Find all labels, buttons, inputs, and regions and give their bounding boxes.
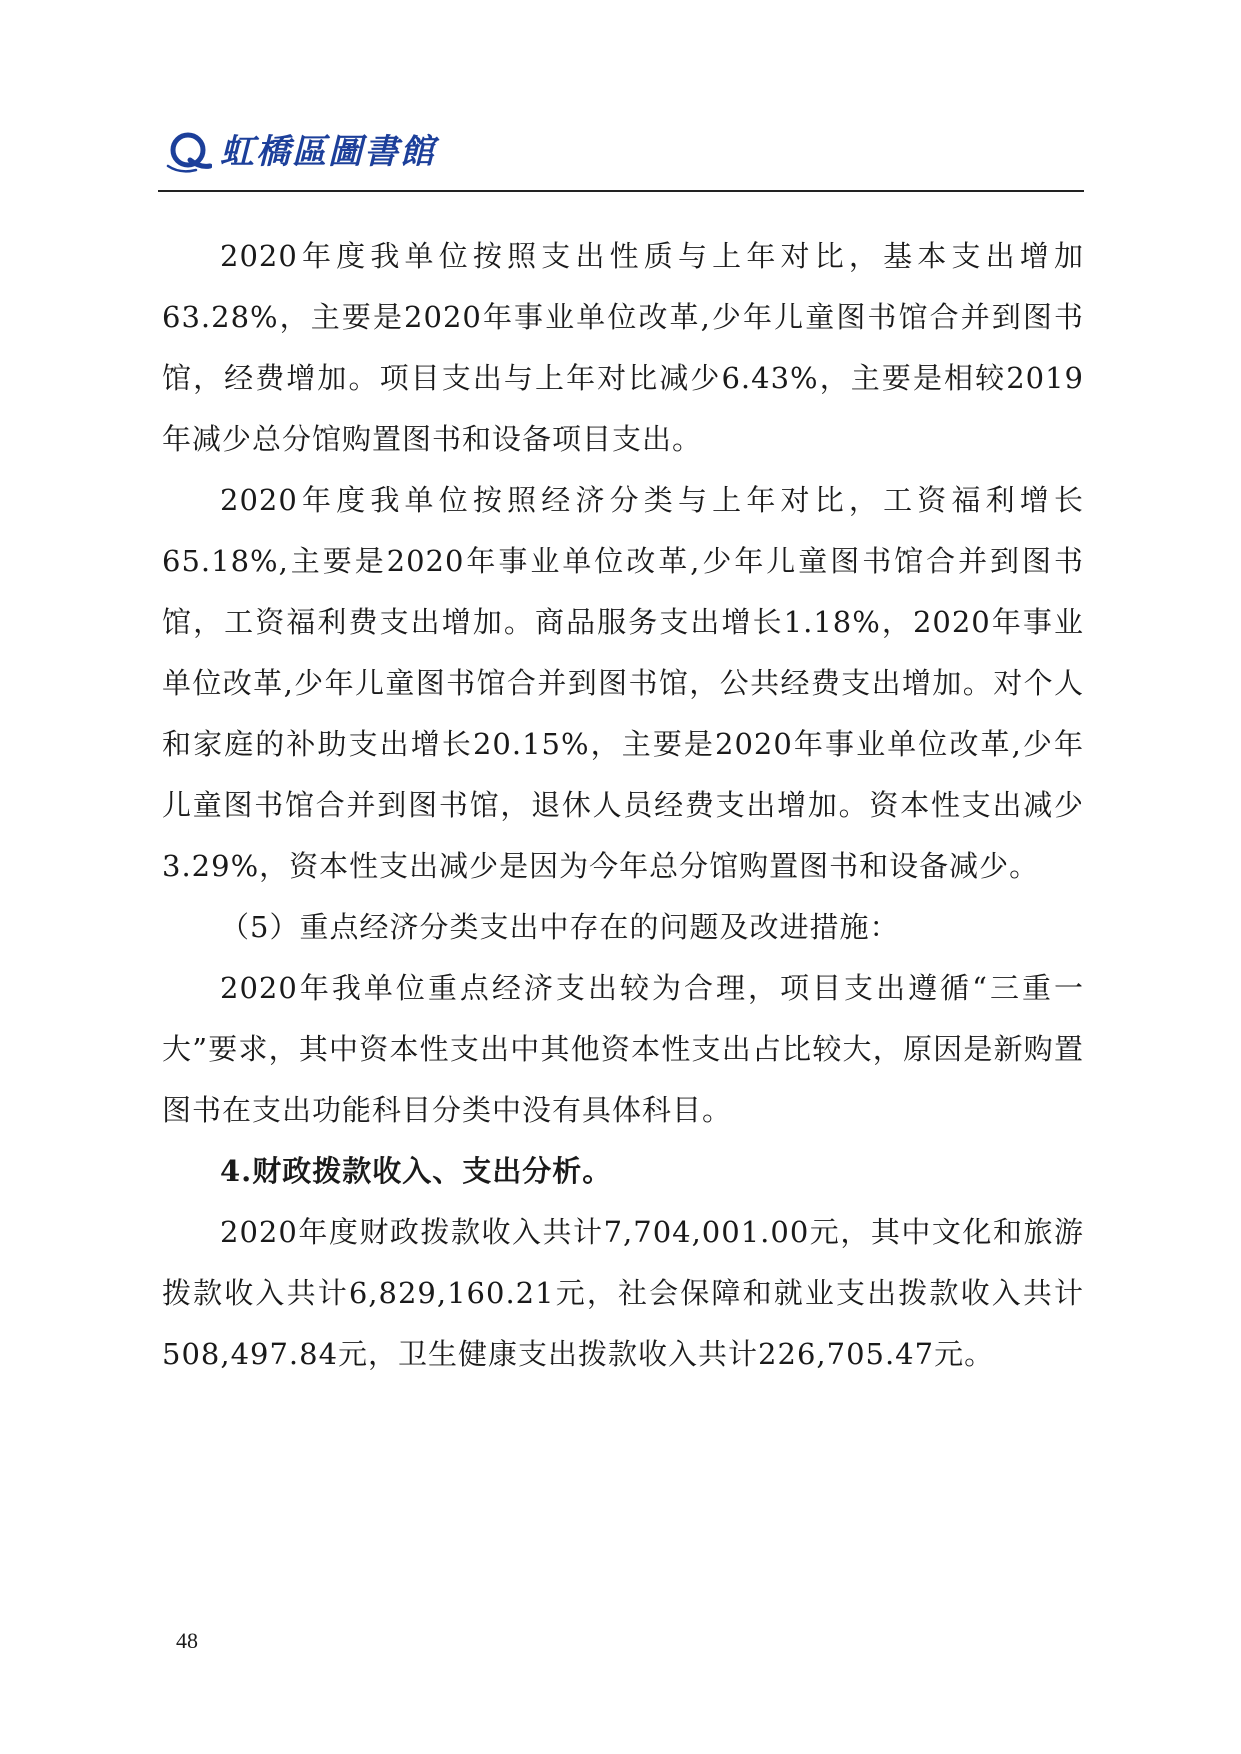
section-heading-fiscal-appropriation: 4.财政拨款收入、支出分析。 xyxy=(220,1154,613,1188)
header-divider xyxy=(158,190,1084,192)
page-number: 48 xyxy=(176,1628,198,1653)
paragraph-economic-classification: 2020年度我单位按照经济分类与上年对比，工资福利增长65.18%,主要是2020年事业单位改革,少年儿童图书馆合并到图书馆，工资福利费支出增加。商品服务支出增长1.18%，2020年事业单位改革,少年儿童图书馆合并到图书馆，公共经费支出增加。对个人和家庭的补助支出增长20.15%，主要是2020年事业单位改革,少年儿童图书馆合并到图书馆，退休人员经费支出增加。资本性支出减少3.29%，资本性支出减少是因为今年总分馆购置图书和设备减少。 xyxy=(162,483,1084,883)
document-body xyxy=(162,226,1084,1385)
paragraph-fiscal-income: 2020年度财政拨款收入共计7,704,001.00元，其中文化和旅游拨款收入共计6,829,160.21元，社会保障和就业支出拨款收入共计508,497.84元，卫生健康支出拨款收入共计226,705.47元。 xyxy=(162,1215,1084,1371)
page-header xyxy=(158,118,1084,190)
section-heading-key-issues: （5）重点经济分类支出中存在的问题及改进措施： xyxy=(220,910,900,944)
paragraph-expense-nature: 2020年度我单位按照支出性质与上年对比，基本支出增加63.28%，主要是2020年事业单位改革,少年儿童图书馆合并到图书馆，经费增加。项目支出与上年对比减少6.43%，主要是相较2019年减少总分馆购置图书和设备项目支出。 xyxy=(162,239,1084,456)
library-q-logo-icon xyxy=(166,130,212,174)
paragraph-key-expense: 2020年我单位重点经济支出较为合理，项目支出遵循“三重一大”要求，其中资本性支出中其他资本性支出占比较大，原因是新购置图书在支出功能科目分类中没有具体科目。 xyxy=(162,971,1084,1127)
library-name-logo: 虹橋區圖書館 xyxy=(220,132,436,172)
